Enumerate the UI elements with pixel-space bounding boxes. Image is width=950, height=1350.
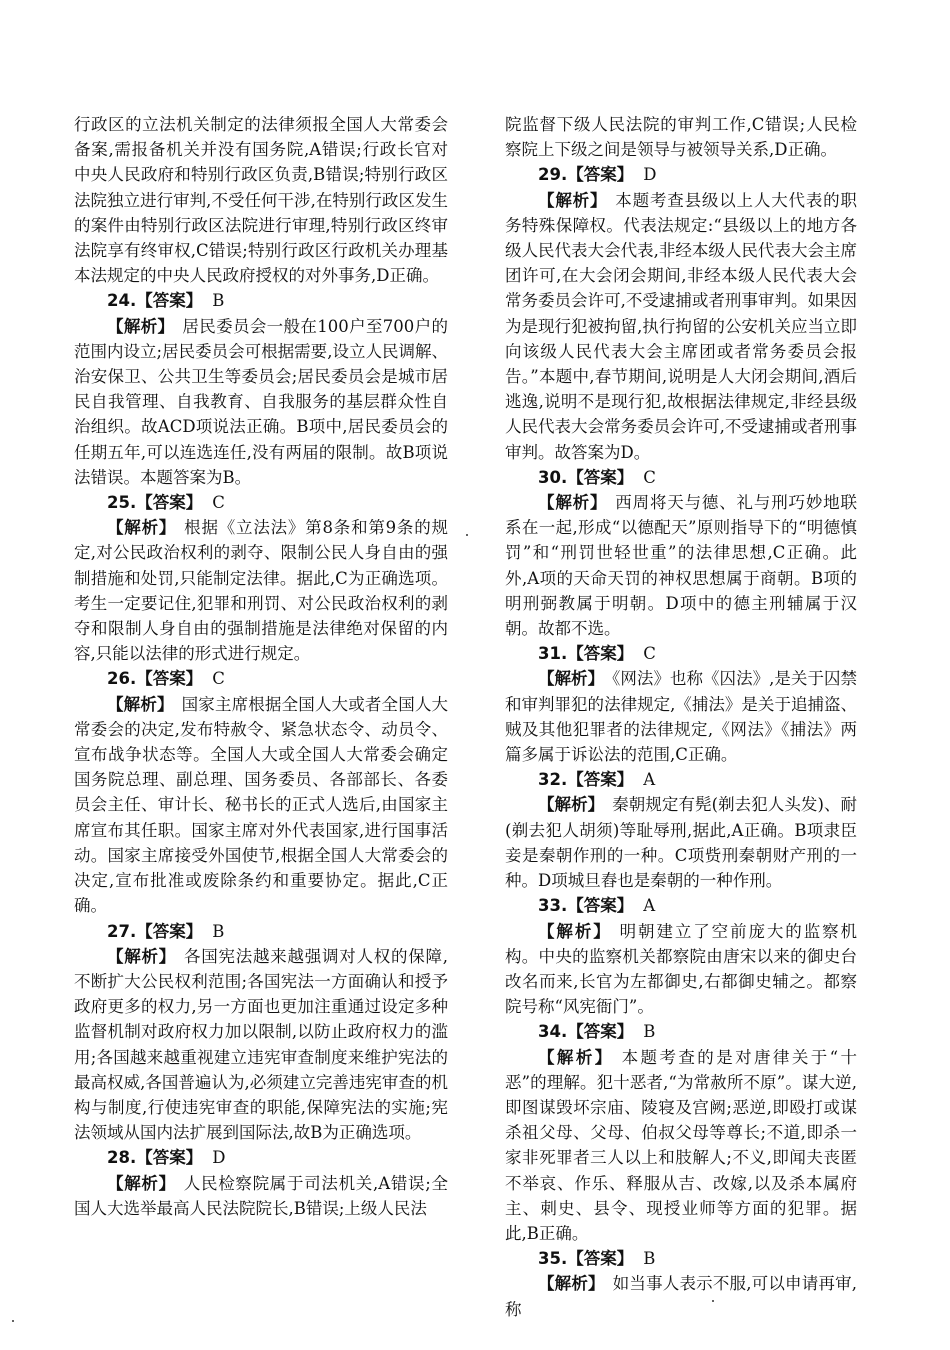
question-number: 33. xyxy=(538,896,568,916)
answer-tag: 【答案】 xyxy=(567,467,634,487)
analysis-31 xyxy=(505,666,857,767)
answer-line-26 xyxy=(74,666,448,691)
question-number: 26. xyxy=(107,669,137,689)
question-number: 30. xyxy=(538,467,568,487)
answer-value: A xyxy=(643,896,656,916)
analysis-label: 【解析】 xyxy=(107,518,177,538)
answer-tag: 【答案】 xyxy=(567,1022,634,1042)
answer-tag: 【答案】 xyxy=(136,921,203,941)
question-number: 29. xyxy=(538,165,568,185)
question-number: 31. xyxy=(538,644,568,664)
answer-value: A xyxy=(643,770,656,790)
answer-value: D xyxy=(212,1148,226,1168)
answer-value: B xyxy=(643,1249,656,1269)
analysis-text: 本题考查的是对唐律关于“十恶”的理解。犯十恶者,“为常赦所不原”。谋大逆,即图谋毁坏宗庙、陵寝及宫阙;恶逆,即殴打或谋杀祖父母、父母、伯叔父母等尊长;不道,即杀一家非死罪者三人以上和肢解人;不义,即闻夫丧匿不举哀、作乐、释服从吉、改嫁,以及杀本属府主、刺史、县令、现授业师等方面的犯罪。据此,B正确。 xyxy=(505,1047,857,1243)
analysis-27 xyxy=(74,944,448,1146)
scan-speck xyxy=(466,534,468,536)
question-number: 35. xyxy=(538,1249,568,1269)
answer-line-27 xyxy=(74,919,448,944)
analysis-text: 明朝建立了空前庞大的监察机构。中央的监察机关都察院由唐宋以来的御史台改名而来,长官为左都御史,右都御史辅之。都察院号称“风宪衙门”。 xyxy=(505,921,857,1017)
answer-line-30 xyxy=(505,465,857,490)
analysis-35 xyxy=(505,1271,857,1321)
question-number: 25. xyxy=(107,493,137,513)
analysis-34 xyxy=(505,1045,857,1247)
analysis-32 xyxy=(505,792,857,893)
question-number: 28. xyxy=(107,1148,137,1168)
answer-tag: 【答案】 xyxy=(136,1148,203,1168)
scan-speck xyxy=(712,1300,714,1302)
analysis-text: 西周将天与德、礼与刑巧妙地联系在一起,形成“以德配天”原则指导下的“明德慎罚”和“刑罚世轻世重”的法律思想,C正确。此外,A项的天命天罚的神权思想属于商朝。B项的明刑弼教属于明朝。D项中的德主刑辅属于汉朝。故都不选。 xyxy=(505,493,858,639)
answer-value: C xyxy=(643,467,656,487)
answer-line-33 xyxy=(505,893,857,918)
answer-value: C xyxy=(212,493,225,513)
analysis-text: 《网法》也称《囚法》,是关于囚禁和审判罪犯的法律规定,《捕法》是关于追捕盗、贼及其他犯罪者的法律规定,《网法》《捕法》两篇多属于诉讼法的范围,C正确。 xyxy=(505,669,857,765)
answer-line-32 xyxy=(505,767,857,792)
analysis-label: 【解析】 xyxy=(538,493,608,513)
answer-value: C xyxy=(212,669,225,689)
analysis-text: 根据《立法法》第8条和第9条的规定,对公民政治权利的剥夺、限制公民人身自由的强制措施和处罚,只能制定法律。据此,C为正确选项。考生一定要记住,犯罪和刑罚、对公民政治权利的剥夺和限制人身自由的强制措施是法律绝对保留的内容,只能以法律的形式进行规定。 xyxy=(74,518,449,664)
analysis-30 xyxy=(505,490,857,641)
analysis-label: 【解析】 xyxy=(538,190,608,210)
paragraph-continued: 行政区的立法机关制定的法律须报全国人大常委会备案,需报备机关并没有国务院,A错误;行政长官对中央人民政府和特别行政区负责,B错误;特别行政区法院独立进行审判,不受任何干涉,在特别行政区发生的案件由特别行政区法院进行审理,特别行政区终审法院享有终审权,C错误;特别行政区行政机关办理基本法规定的中央人民政府授权的对外事务,D正确。 xyxy=(74,115,448,286)
analysis-24 xyxy=(74,314,448,490)
analysis-text: 秦朝规定有髡(剃去犯人头发)、耐(剃去犯人胡须)等耻辱刑,据此,A正确。B项隶臣妾是秦朝作刑的一种。C项赀刑秦朝财产刑的一种。D项城旦舂也是秦朝的一种作刑。 xyxy=(505,795,858,891)
answer-line-28 xyxy=(74,1145,448,1170)
analysis-label: 【解析】 xyxy=(538,1047,614,1067)
answer-value: C xyxy=(643,644,656,664)
answer-value: B xyxy=(212,921,225,941)
analysis-label: 【解析】 xyxy=(538,795,605,815)
analysis-label: 【解析】 xyxy=(107,694,174,714)
answer-tag: 【答案】 xyxy=(567,165,634,185)
analysis-25 xyxy=(74,515,448,666)
analysis-label: 【解析】 xyxy=(107,946,176,966)
analysis-label: 【解析】 xyxy=(107,316,175,336)
answer-tag: 【答案】 xyxy=(567,644,634,664)
analysis-text: 本题考查县级以上人大代表的职务特殊保障权。代表法规定:“县级以上的地方各级人民代表大会代表,非经本级人民代表大会主席团许可,在大会闭会期间,非经本级人民代表大会常务委员会许可,不受逮捕或者刑事审判。如果因为是现行犯被拘留,执行拘留的公安机关应当立即向该级人民代表大会主席团或者常务委员会报告。”本题中,春节期间,说明是人大闭会期间,酒后逃逸,说明不是现行犯,故根据法律规定,非经县级人民代表大会常务委员会许可,不受逮捕或者刑事审判。故答案为D。 xyxy=(505,190,858,462)
question-number: 32. xyxy=(538,770,568,790)
scan-speck xyxy=(12,1320,14,1322)
right-column xyxy=(505,112,857,1322)
answer-tag: 【答案】 xyxy=(136,493,203,513)
analysis-text: 人民检察院属于司法机关,A错误;全国人大选举最高人民法院院长,B错误;上级人民法 xyxy=(74,1173,448,1218)
answer-line-24 xyxy=(74,288,448,313)
answer-value: D xyxy=(643,165,657,185)
analysis-label: 【解析】 xyxy=(538,921,612,941)
left-column xyxy=(74,112,448,1221)
answer-line-35 xyxy=(505,1246,857,1271)
answer-tag: 【答案】 xyxy=(567,770,634,790)
analysis-text: 国家主席根据全国人大或者全国人大常委会的决定,发布特赦令、紧急状态令、动员令、宣布战争状态等。全国人大或全国人大常委会确定国务院总理、副总理、国务委员、各部部长、各委员会主任、审计长、秘书长的正式人选后,由国家主席宣布其任职。国家主席对外代表国家,进行国事活动。国家主席接受外国使节,根据全国人大常委会的决定,宣布批准或废除条约和重要协定。据此,C正确。 xyxy=(74,694,449,916)
answer-line-29 xyxy=(505,162,857,187)
analysis-text: 居民委员会一般在100户至700户的范围内设立;居民委员会可根据需要,设立人民调解、治安保卫、公共卫生等委员会;居民委员会是城市居民自我管理、自我教育、自我服务的基层群众性自治组织。故ACD项说法正确。B项中,居民委员会的任期五年,可以连选连任,没有两届的限制。故B项说法错误。本题答案为B。 xyxy=(74,316,448,487)
analysis-26 xyxy=(74,692,448,919)
analysis-label: 【解析】 xyxy=(538,1274,605,1294)
analysis-label: 【解析】 xyxy=(107,1173,176,1193)
analysis-29 xyxy=(505,188,857,465)
answer-line-34 xyxy=(505,1019,857,1044)
answer-line-25 xyxy=(74,490,448,515)
analysis-33 xyxy=(505,919,857,1020)
paragraph-continued: 院监督下级人民法院的审判工作,C错误;人民检察院上下级之间是领导与被领导关系,D正确。 xyxy=(505,115,857,160)
question-number: 24. xyxy=(107,291,137,311)
answer-value: B xyxy=(212,291,225,311)
analysis-label: 【解析】 xyxy=(538,669,605,689)
answer-tag: 【答案】 xyxy=(136,669,203,689)
answer-tag: 【答案】 xyxy=(567,896,634,916)
analysis-28 xyxy=(74,1171,448,1221)
answer-line-31 xyxy=(505,641,857,666)
answer-tag: 【答案】 xyxy=(136,291,203,311)
answer-tag: 【答案】 xyxy=(567,1249,634,1269)
analysis-text: 各国宪法越来越强调对人权的保障,不断扩大公民权利范围;各国宪法一方面确认和授予政府更多的权力,另一方面也更加注重通过设定多种监督机制对政府权力加以限制,以防止政府权力的滥用;各国越来越重视建立违宪审查制度来维护宪法的最高权威,各国普遍认为,必须建立完善违宪审查的机构与制度,行使违宪审查的职能,保障宪法的实施;宪法领域从国内法扩展到国际法,故B为正确选项。 xyxy=(74,946,448,1143)
analysis-text: 如当事人表示不服,可以申请再审,称 xyxy=(505,1274,858,1319)
question-number: 34. xyxy=(538,1022,568,1042)
answer-value: B xyxy=(643,1022,656,1042)
question-number: 27. xyxy=(107,921,137,941)
